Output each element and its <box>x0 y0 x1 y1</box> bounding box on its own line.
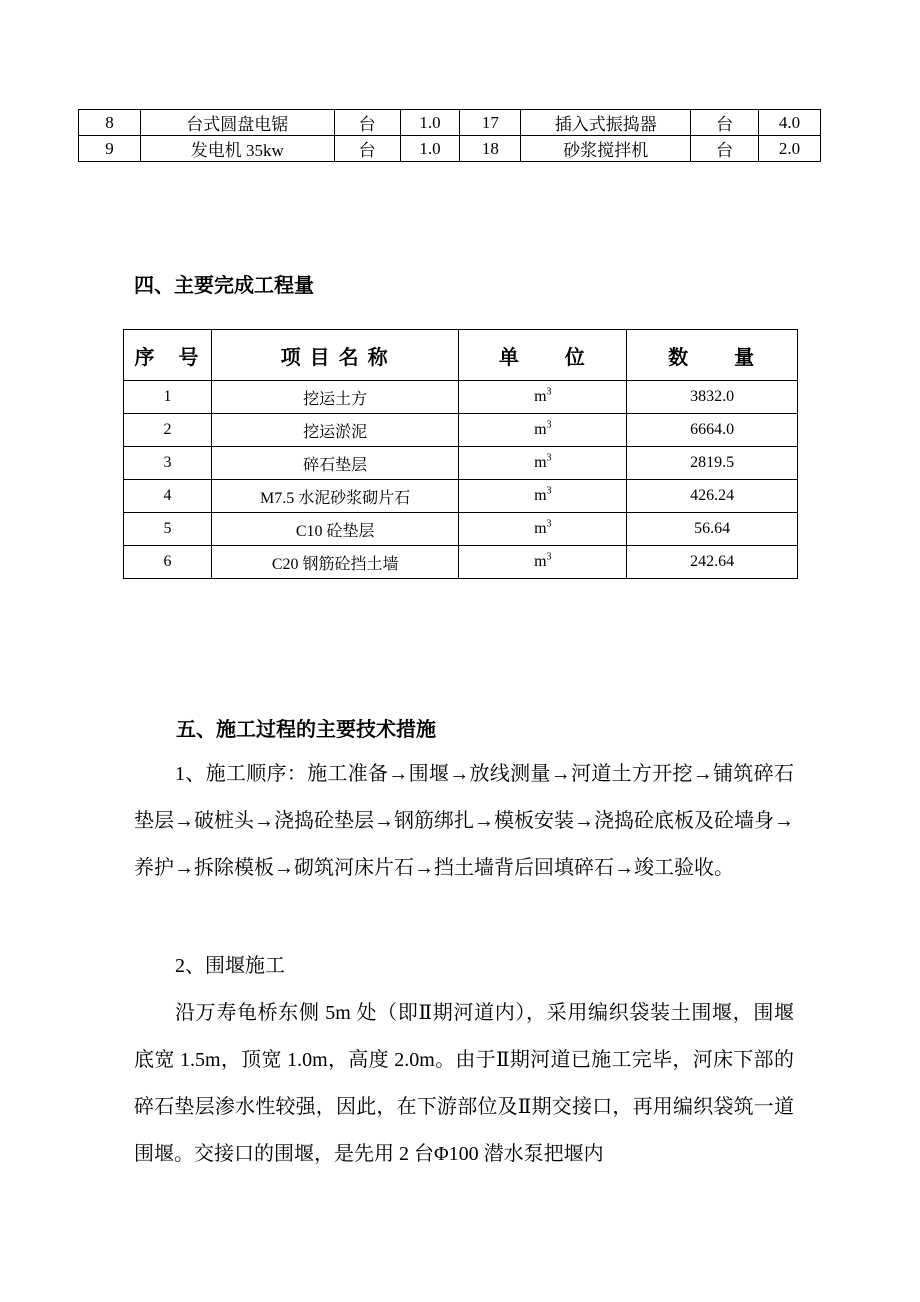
cell-name: 挖运淤泥 <box>211 414 459 447</box>
cell-unit <box>459 447 627 480</box>
cell-no: 3 <box>124 447 212 480</box>
cell-no: 18 <box>460 136 521 162</box>
cell-qty: 1.0 <box>400 136 460 162</box>
cell-unit: 台 <box>691 136 759 162</box>
cell-name: 发电机 35kw <box>140 136 334 162</box>
cell-name: C10 砼垫层 <box>211 513 459 546</box>
cell-unit <box>459 480 627 513</box>
cell-unit <box>459 513 627 546</box>
cell-no: 5 <box>124 513 212 546</box>
quantity-table <box>123 329 798 579</box>
unit-superscript: 3 <box>546 386 552 398</box>
unit-superscript: 3 <box>546 452 552 464</box>
cell-qty: 6664.0 <box>627 414 798 447</box>
cell-qty: 56.64 <box>627 513 798 546</box>
cell-qty: 1.0 <box>400 110 460 136</box>
cell-qty: 242.64 <box>627 546 798 579</box>
unit-superscript: 3 <box>546 485 552 497</box>
unit-superscript: 3 <box>546 518 552 530</box>
header-name: 项 目 名 称 <box>211 330 459 381</box>
cell-qty: 3832.0 <box>627 381 798 414</box>
cell-unit <box>459 546 627 579</box>
cell-unit <box>459 414 627 447</box>
table-row <box>124 480 798 513</box>
cell-unit: 台 <box>691 110 759 136</box>
section-heading: 四、主要完成工程量 <box>134 275 314 297</box>
table-row <box>124 513 798 546</box>
cell-qty: 4.0 <box>759 110 821 136</box>
unit-text: m <box>534 487 547 504</box>
cell-no: 2 <box>124 414 212 447</box>
cell-name: 台式圆盘电锯 <box>140 110 334 136</box>
cell-name: C20 钢筋砼挡土墙 <box>211 546 459 579</box>
construction-sequence-paragraph: 1、施工顺序：施工准备→围堰→放线测量→河道土方开挖→铺筑碎石垫层→破桩头→浇捣砼垫层→钢筋绑扎→模板安装→浇捣砼底板及砼墙身→养护→拆除模板→砌筑河床片石→挡土墙背后回填碎石→竣工验收。 <box>134 763 794 879</box>
header-qty: 数 量 <box>627 330 798 381</box>
cell-unit: 台 <box>334 136 400 162</box>
cell-qty: 2819.5 <box>627 447 798 480</box>
cell-no: 6 <box>124 546 212 579</box>
cell-no: 17 <box>460 110 521 136</box>
unit-text: m <box>534 388 547 405</box>
table-row <box>79 136 821 162</box>
cell-no: 4 <box>124 480 212 513</box>
table-row <box>124 381 798 414</box>
cell-name: 插入式振捣器 <box>521 110 691 136</box>
cofferdam-subheading: 2、围堰施工 <box>175 955 285 977</box>
cell-qty: 426.24 <box>627 480 798 513</box>
unit-superscript: 3 <box>546 419 552 431</box>
cell-no: 8 <box>79 110 141 136</box>
unit-superscript: 3 <box>546 551 552 563</box>
cell-unit: 台 <box>334 110 400 136</box>
table-header-row <box>124 330 798 381</box>
table-row <box>124 414 798 447</box>
header-unit: 单 位 <box>459 330 627 381</box>
unit-text: m <box>534 520 547 537</box>
cell-no: 1 <box>124 381 212 414</box>
cell-no: 9 <box>79 136 141 162</box>
equipment-table <box>78 109 821 162</box>
cell-unit <box>459 381 627 414</box>
cell-name: 挖运土方 <box>211 381 459 414</box>
unit-text: m <box>534 553 547 570</box>
table-row <box>124 447 798 480</box>
section-heading: 五、施工过程的主要技术措施 <box>176 719 436 741</box>
cell-name: M7.5 水泥砂浆砌片石 <box>211 480 459 513</box>
cell-name: 砂浆搅拌机 <box>521 136 691 162</box>
cofferdam-paragraph: 沿万寿龟桥东侧 5m 处（即Ⅱ期河道内），采用编织袋装土围堰，围堰底宽 1.5m，顶宽 1.0m，高度 2.0m。由于Ⅱ期河道已施工完毕，河床下部的碎石垫层渗水性较强，因此，在下游部位及Ⅱ期交接口，再用编织袋筑一道围堰。交接口的围堰，是先用 2 台Φ100 潜水泵把堰内 <box>134 1002 794 1165</box>
header-no: 序 号 <box>124 330 212 381</box>
table-row <box>124 546 798 579</box>
unit-text: m <box>534 454 547 471</box>
unit-text: m <box>534 421 547 438</box>
cell-name: 碎石垫层 <box>211 447 459 480</box>
table-row <box>79 110 821 136</box>
cell-qty: 2.0 <box>759 136 821 162</box>
